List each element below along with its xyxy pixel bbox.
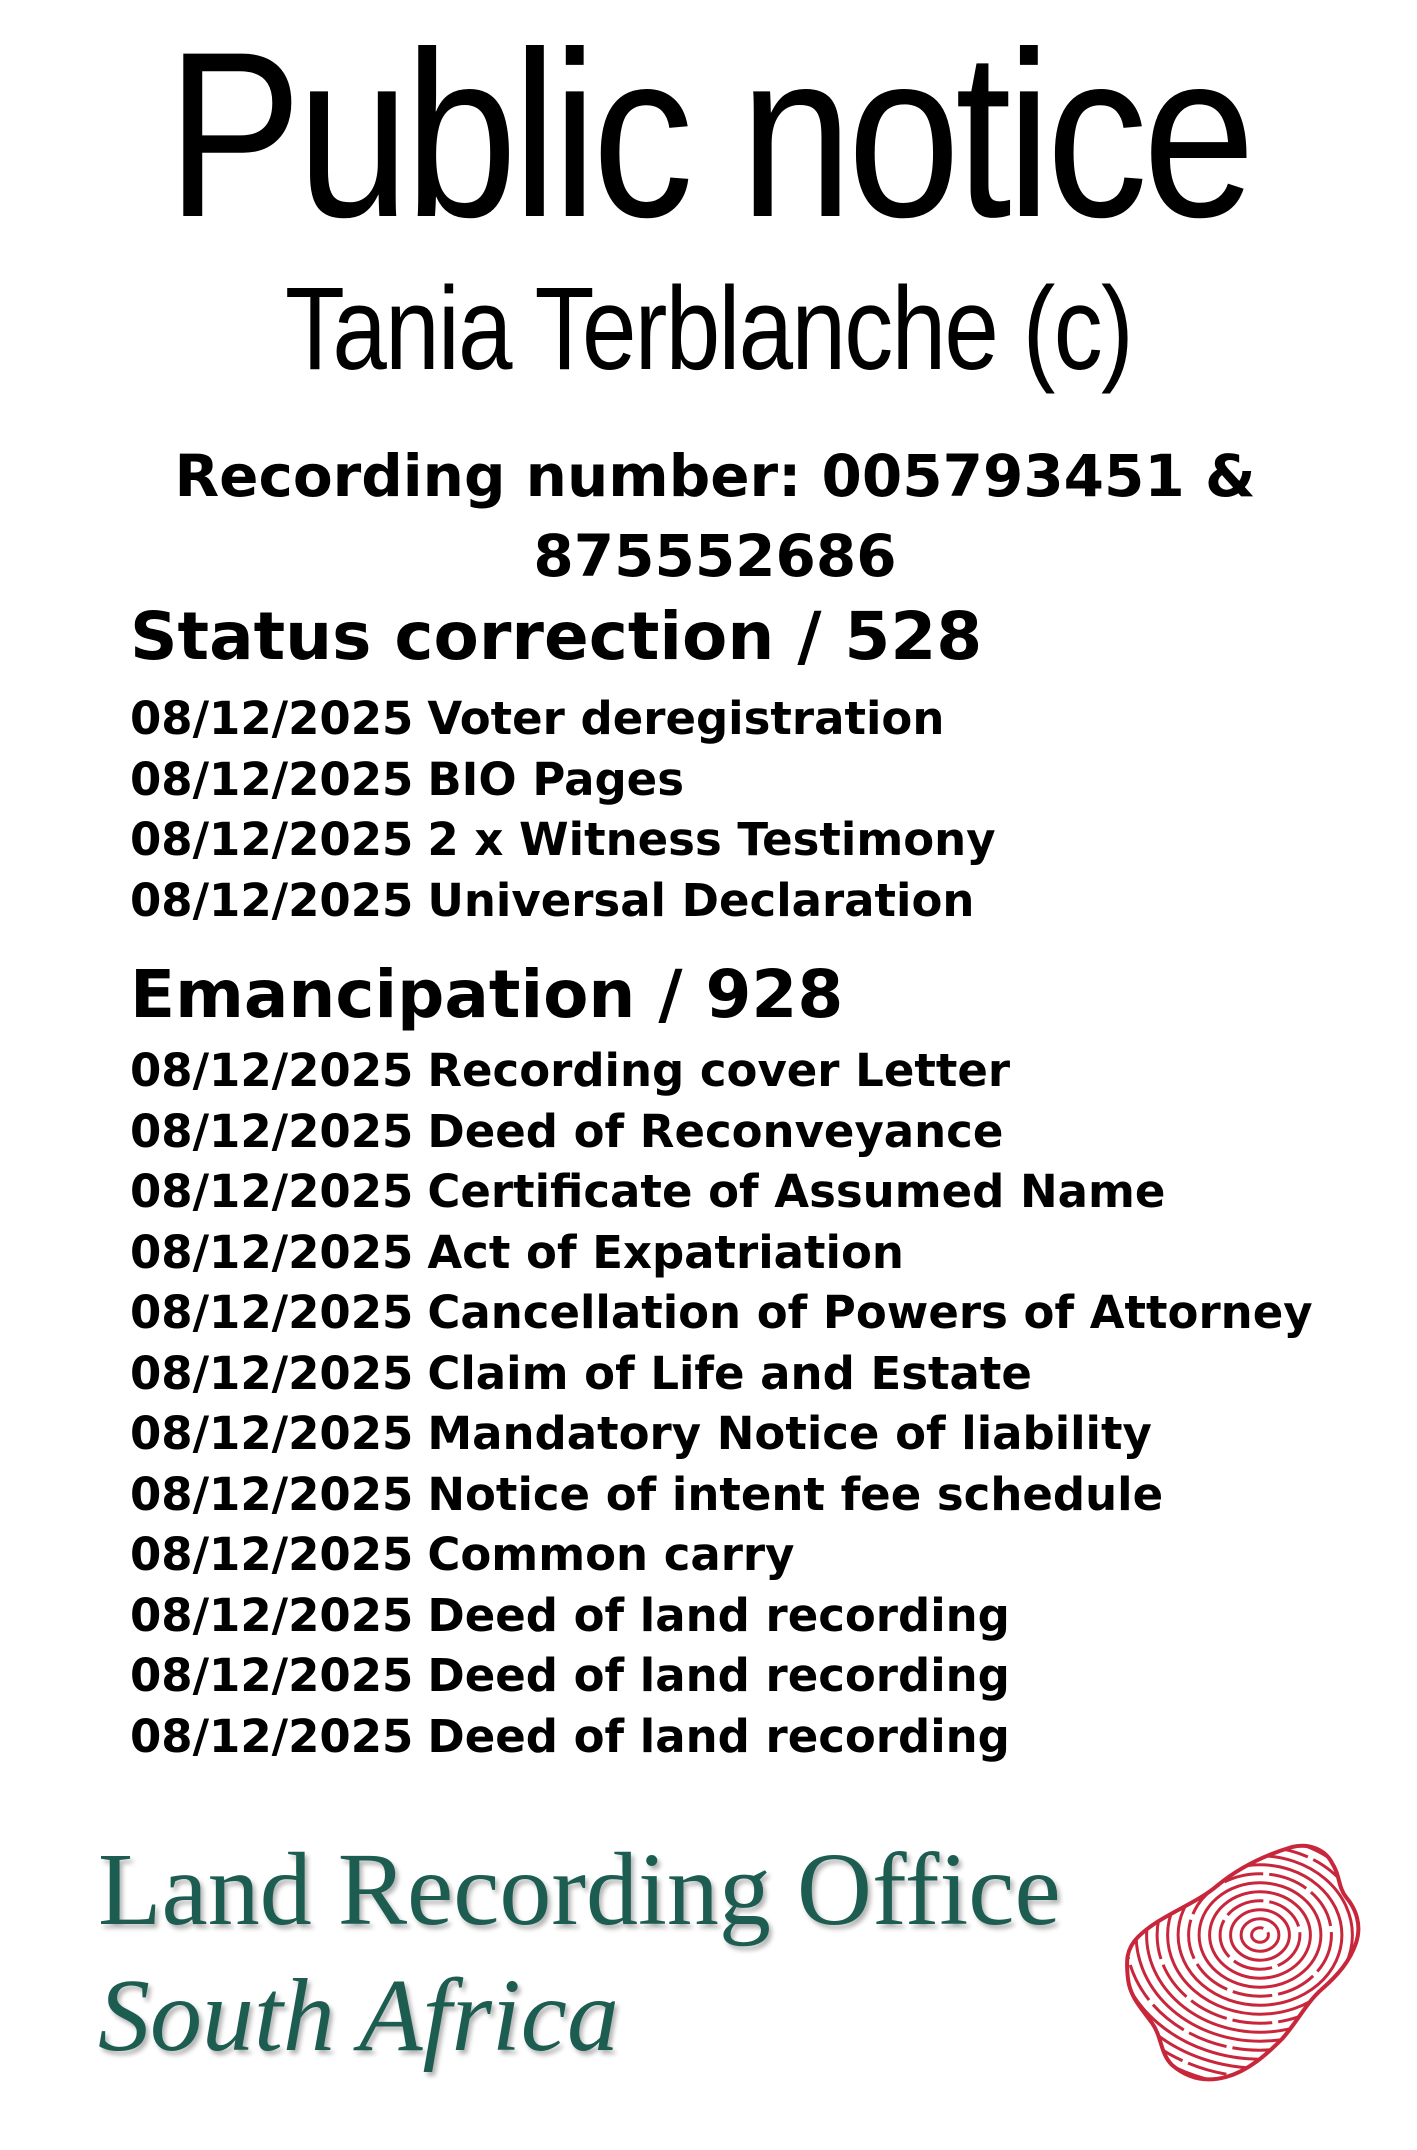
entry-title: Mandatory Notice of liability (427, 1407, 1152, 1460)
entry-date: 08/12/2025 (130, 1649, 414, 1702)
list-item (130, 1102, 1330, 1163)
list-item (130, 1041, 1330, 1102)
entry-title: Cancellation of Powers of Attorney (427, 1286, 1313, 1339)
entry-date: 08/12/2025 (130, 1225, 414, 1279)
entry-title: BIO Pages (427, 752, 684, 806)
section-heading: Emancipation / 928 (130, 956, 844, 1033)
entry-date: 08/12/2025 (130, 1467, 414, 1521)
logo-line-office: Land Recording Office (98, 1832, 1061, 1947)
entry-title: Voter deregistration (427, 692, 945, 745)
entry-title: Act of Expatriation (427, 1225, 904, 1279)
entry-date: 08/12/2025 (130, 1588, 414, 1642)
entry-date: 08/12/2025 (130, 1165, 414, 1218)
entry-list (130, 689, 1330, 931)
entry-title: Deed of land recording (427, 1649, 1010, 1702)
list-item (130, 1465, 1330, 1526)
entry-title: Notice of intent fee schedule (427, 1467, 1164, 1521)
logo-line-country: South Africa (98, 1958, 619, 2073)
entry-title: Deed of Reconveyance (427, 1104, 1004, 1158)
entry-date: 08/12/2025 (130, 1407, 414, 1460)
list-item (130, 750, 1330, 811)
list-item (130, 1283, 1330, 1344)
list-item (130, 689, 1330, 750)
entry-title: Common carry (427, 1528, 795, 1581)
entry-title: Deed of land recording (427, 1588, 1010, 1642)
entry-date: 08/12/2025 (130, 752, 414, 806)
list-item (130, 810, 1330, 871)
notice-title: Public notice (166, 3, 1251, 267)
section-heading: Status correction / 528 (130, 598, 983, 675)
list-item (130, 871, 1330, 932)
entry-title: Claim of Life and Estate (427, 1346, 1032, 1400)
entry-title: 2 x Witness Testimony (427, 813, 996, 866)
entry-date: 08/12/2025 (130, 1286, 414, 1339)
office-logo-text (98, 1830, 1061, 2076)
entry-title: Certificate of Assumed Name (427, 1165, 1166, 1218)
entry-list (130, 1041, 1330, 1767)
section-status-correction (130, 597, 1330, 931)
entry-date: 08/12/2025 (130, 1709, 414, 1763)
entry-date: 08/12/2025 (130, 1528, 414, 1581)
entry-title: Recording cover Letter (427, 1044, 1011, 1097)
entry-date: 08/12/2025 (130, 1104, 414, 1158)
entry-date: 08/12/2025 (130, 1346, 414, 1400)
list-item (130, 1344, 1330, 1405)
list-item (130, 1707, 1330, 1768)
list-item (130, 1404, 1330, 1465)
list-item (130, 1162, 1330, 1223)
entry-date: 08/12/2025 (130, 1044, 414, 1097)
list-item (130, 1525, 1330, 1586)
entry-title: Universal Declaration (427, 873, 975, 927)
recording-number: Recording number: 005793451 & 875552686 (174, 442, 1256, 590)
section-emancipation (130, 955, 1330, 1767)
entry-date: 08/12/2025 (130, 692, 414, 745)
list-item (130, 1586, 1330, 1647)
notice-name: Tania Terblanche (c) (285, 263, 1132, 395)
list-item (130, 1646, 1330, 1707)
entry-title: Deed of land recording (427, 1709, 1010, 1763)
south-africa-fingerprint-map-icon (1100, 1825, 1370, 2095)
entry-date: 08/12/2025 (130, 813, 414, 866)
entry-date: 08/12/2025 (130, 873, 414, 927)
list-item (130, 1223, 1330, 1284)
